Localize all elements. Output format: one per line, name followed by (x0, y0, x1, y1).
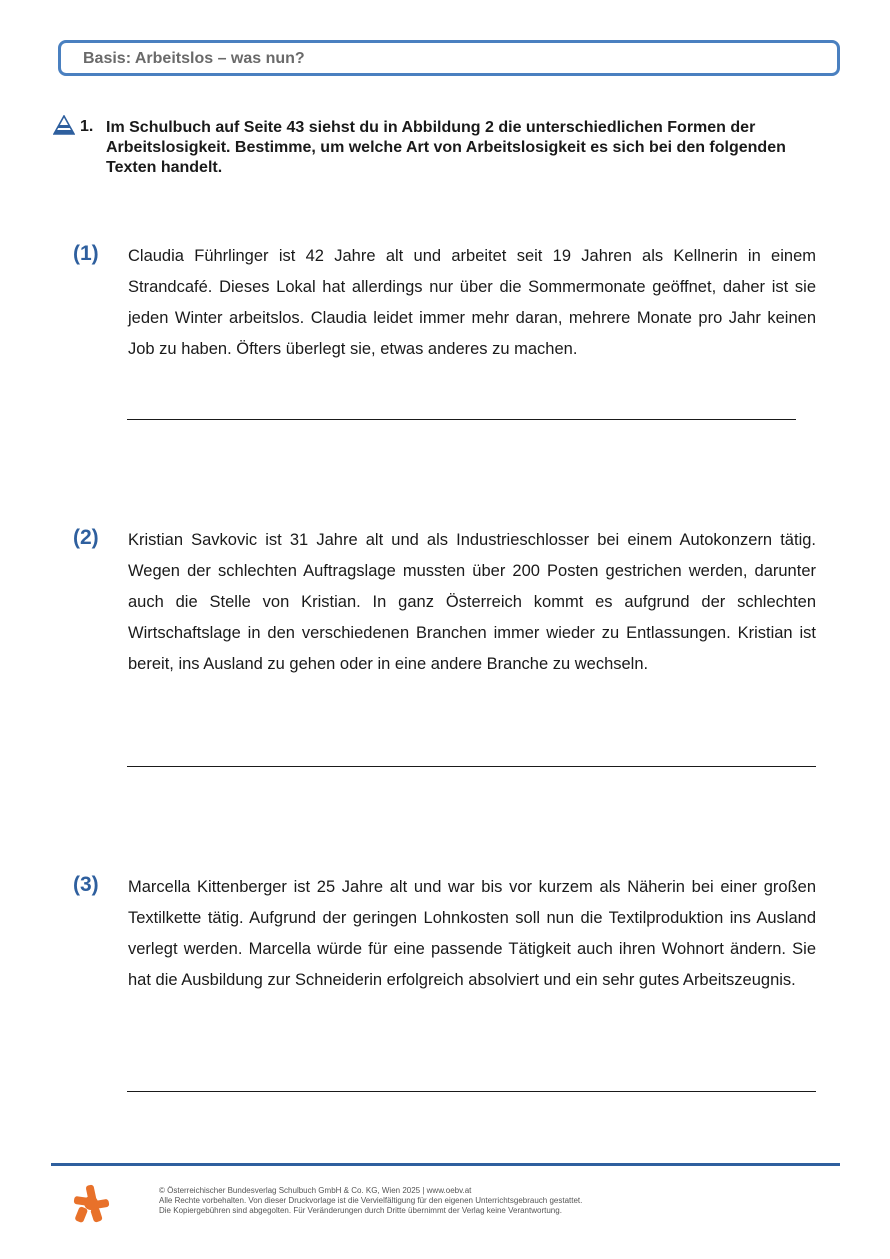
exercise-text-1: Claudia Führlinger ist 42 Jahre alt und arbeitet seit 19 Jahren als Kellnerin in einem Strandcafé. Dieses Lokal hat allerdings nur über die Sommermonate geöffnet, daher ist sie jeden Winter arbeitslos. Claudia leidet immer mehr daran, mehrere Monate pro Jahr keinen Job zu haben. Öfters überlegt sie, etwas anderes zu machen. (128, 247, 816, 358)
footer-line-3: Die Kopiergebühren sind abgegolten. Für Veränderungen durch Dritte übernimmt der Verlag keine Verantwortung. (159, 1206, 562, 1215)
task-number: 1. (80, 118, 94, 135)
level-pyramid-icon (53, 115, 75, 135)
worksheet-title: Basis: Arbeitslos – was nun? (83, 50, 305, 67)
answer-line-3[interactable] (127, 1091, 816, 1092)
exercise-text-3: Marcella Kittenberger ist 25 Jahre alt und war bis vor kurzem als Näherin bei einer großen Textilkette tätig. Aufgrund der geringen Lohnkosten soll nun die Textilproduktion ins Ausland verlegt werden. Marcella würde für eine passende Tätigkeit auch ihren Wohnort ändern. Sie hat die Ausbildung zur Schneiderin erfolgreich absolviert und ein sehr gutes Arbeitszeugnis. (128, 878, 816, 989)
footer-copyright (159, 1186, 582, 1216)
answer-line-2[interactable] (127, 766, 816, 767)
oebv-logo-icon (72, 1183, 110, 1223)
exercise-label-1: (1) (73, 242, 99, 265)
exercise-text-2: Kristian Savkovic ist 31 Jahre alt und als Industrieschlosser bei einem Autokonzern tätig. Wegen der schlechten Auftragslage mussten über 200 Posten gestrichen werden, darunter auch die Stelle von Kristian. In ganz Österreich kommt es aufgrund der schlechten Wirtschaftslage in den verschiedenen Branchen immer wieder zu Entlassungen. Kristian ist bereit, ins Ausland zu gehen oder in eine andere Branche zu wechseln. (128, 531, 816, 673)
task-instruction: Im Schulbuch auf Seite 43 siehst du in Abbildung 2 die unterschiedlichen Formen der Arbeitslosigkeit. Bestimme, um welche Art von Arbeitslosigkeit es sich bei den folgenden Texten handelt. (106, 119, 786, 176)
footer-divider (51, 1163, 840, 1166)
exercise-label-2: (2) (73, 526, 99, 549)
footer-line-2: Alle Rechte vorbehalten. Von dieser Druckvorlage ist die Vervielfältigung für den eigenen Unterrichtsgebrauch gestattet. (159, 1196, 583, 1205)
exercise-label-3: (3) (73, 873, 99, 896)
answer-line-1[interactable] (127, 419, 796, 420)
footer-line-1: © Österreichischer Bundesverlag Schulbuch GmbH & Co. KG, Wien 2025 | www.oebv.at (159, 1186, 472, 1195)
worksheet-header (58, 40, 840, 76)
